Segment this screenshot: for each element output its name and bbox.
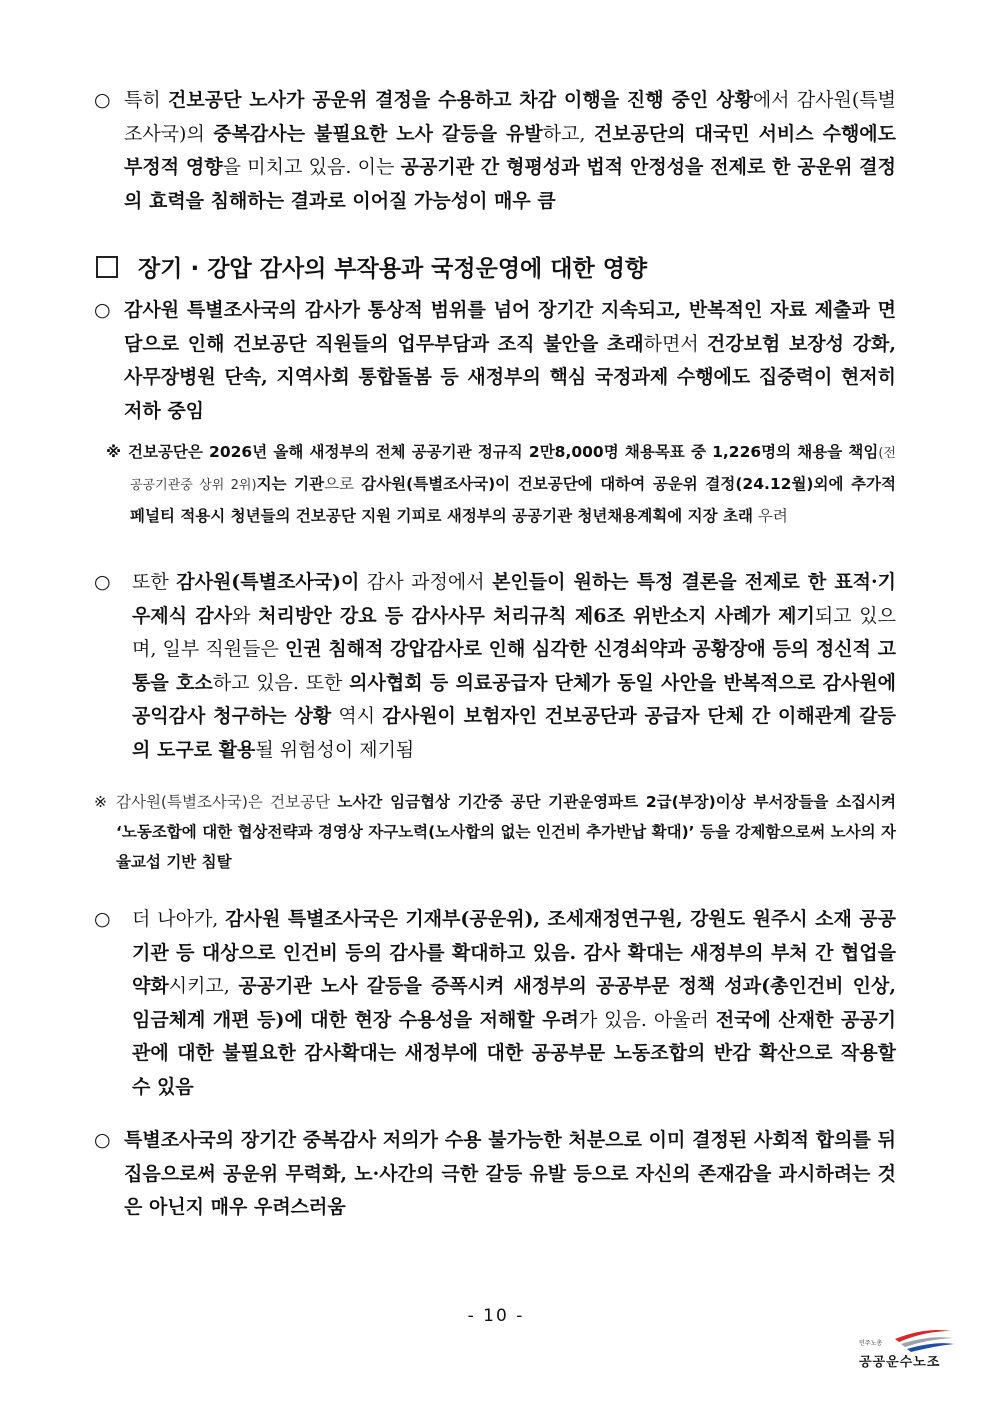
circle-bullet-icon: ○: [94, 908, 111, 930]
logo-small-text: 민주노총: [859, 1340, 883, 1347]
circle-bullet-icon: ○: [94, 299, 111, 321]
union-logo: [855, 1325, 955, 1375]
logo-main-text: 공공운수노조: [859, 1355, 941, 1370]
paragraph-4: ○ 더 나아가, 감사원 특별조사국은 기재부(공운위), 조세재정연구원, 강원도 원주시 소재 공공기관 등 대상으로 인건비 등의 감사를 확대하고 있음. 감사 확대는 새정부의 부처 간 협업을 약화시키고, 공공기관 노사 갈등을 증폭시켜 새정부의 공공부문 정책 성과(총인건비 인상, 임금체계 개편 등)에 대한 현장 수용성을 저해할 우려가 있음. 아울러 전국에 산재한 공공기관에 대한 불필요한 감사확대는 새정부에 대한 공공부문 노동조합의 반감 확산으로 작용할 수 있음: [94, 903, 896, 1104]
reference-mark-icon: ※: [106, 443, 122, 461]
section-heading: [96, 250, 647, 283]
reference-mark-icon: ※: [94, 793, 107, 811]
circle-bullet-icon: ○: [94, 89, 111, 111]
circle-bullet-icon: ○: [94, 571, 111, 593]
page-number: - 10 -: [467, 1306, 525, 1326]
paragraph-5: ○ 특별조사국의 장기간 중복감사 저의가 수용 불가능한 처분으로 이미 결정된 사회적 합의를 뒤집음으로써 공운위 무력화, 노·사간의 극한 갈등 유발 등으로 자신의 존재감을 과시하려는 것은 아닌지 매우 우려스러움: [94, 1124, 896, 1225]
paragraph-3: ○ 또한 감사원(특별조사국)이 감사 과정에서 본인들이 원하는 특정 결론을 전제로 한 표적·기우제식 감사와 처리방안 강요 등 감사사무 처리규칙 제6조 위반소지 사례가 제기되고 있으며, 일부 직원들은 인권 침해적 강압감사로 인해 심각한 신경쇠약과 공황장애 등의 정신적 고통을 호소하고 있음. 또한 의사협회 등 의료공급자 단체가 동일 사안을 반복적으로 감사원에 공익감사 청구하는 상황 역시 감사원이 보험자인 건보공단과 공급자 단체 간 이해관계 갈등의 도구로 활용될 위험성이 제기됨: [94, 566, 896, 767]
circle-bullet-icon: ○: [94, 1129, 111, 1151]
paragraph-2: ○ 감사원 특별조사국의 감사가 통상적 범위를 넘어 장기간 지속되고, 반복적인 자료 제출과 면담으로 인해 건보공단 직원들의 업무부담과 조직 불안을 초래하면서 건강보험 보장성 강화, 사무장병원 단속, 지역사회 통합돌봄 등 새정부의 핵심 국정과제 수행에도 집중력이 현저히 저하 중임: [94, 294, 896, 428]
paragraph-1: ○ 특히 건보공단 노사가 공운위 결정을 수용하고 차감 이행을 진행 중인 상황에서 감사원(특별조사국)의 중복감사는 불필요한 노사 갈등을 유발하고, 건보공단의 대국민 서비스 수행에도 부정적 영향을 미치고 있음. 이는 공공기관 간 형평성과 법적 안정성을 전제로 한 공운위 결정의 효력을 침해하는 결과로 이어질 가능성이 매우 큼: [94, 84, 896, 218]
section-title: 장기 · 강압 감사의 부작용과 국정운영에 대한 영향: [138, 256, 648, 282]
note-1: ※ 건보공단은 2026년 올해 새정부의 전체 공공기관 정규직 2만8,000명 채용목표 중 1,226명의 채용을 책임(전공공기관중 상위 2위)지는 기관으로 감사원(특별조사국)이 건보공단에 대하여 공운위 결정(24.12월)외에 추가적 페널티 적용시 청년들의 건보공단 지원 기피로 새정부의 공공기관 청년채용계획에 지장 초래 우려: [106, 437, 896, 531]
checkbox-square-icon: [96, 256, 118, 278]
note-2: ※ 감사원(특별조사국)은 건보공단 노사간 임금협상 기간중 공단 기관운영파트 2급(부장)이상 부서장들을 소집시켜 ‘노동조합에 대한 협상전략과 경영상 자구노력(노사합의 없는 인건비 추가반납 확대)’ 등을 강제함으로써 노사의 자율교섭 기반 침탈: [94, 787, 896, 877]
